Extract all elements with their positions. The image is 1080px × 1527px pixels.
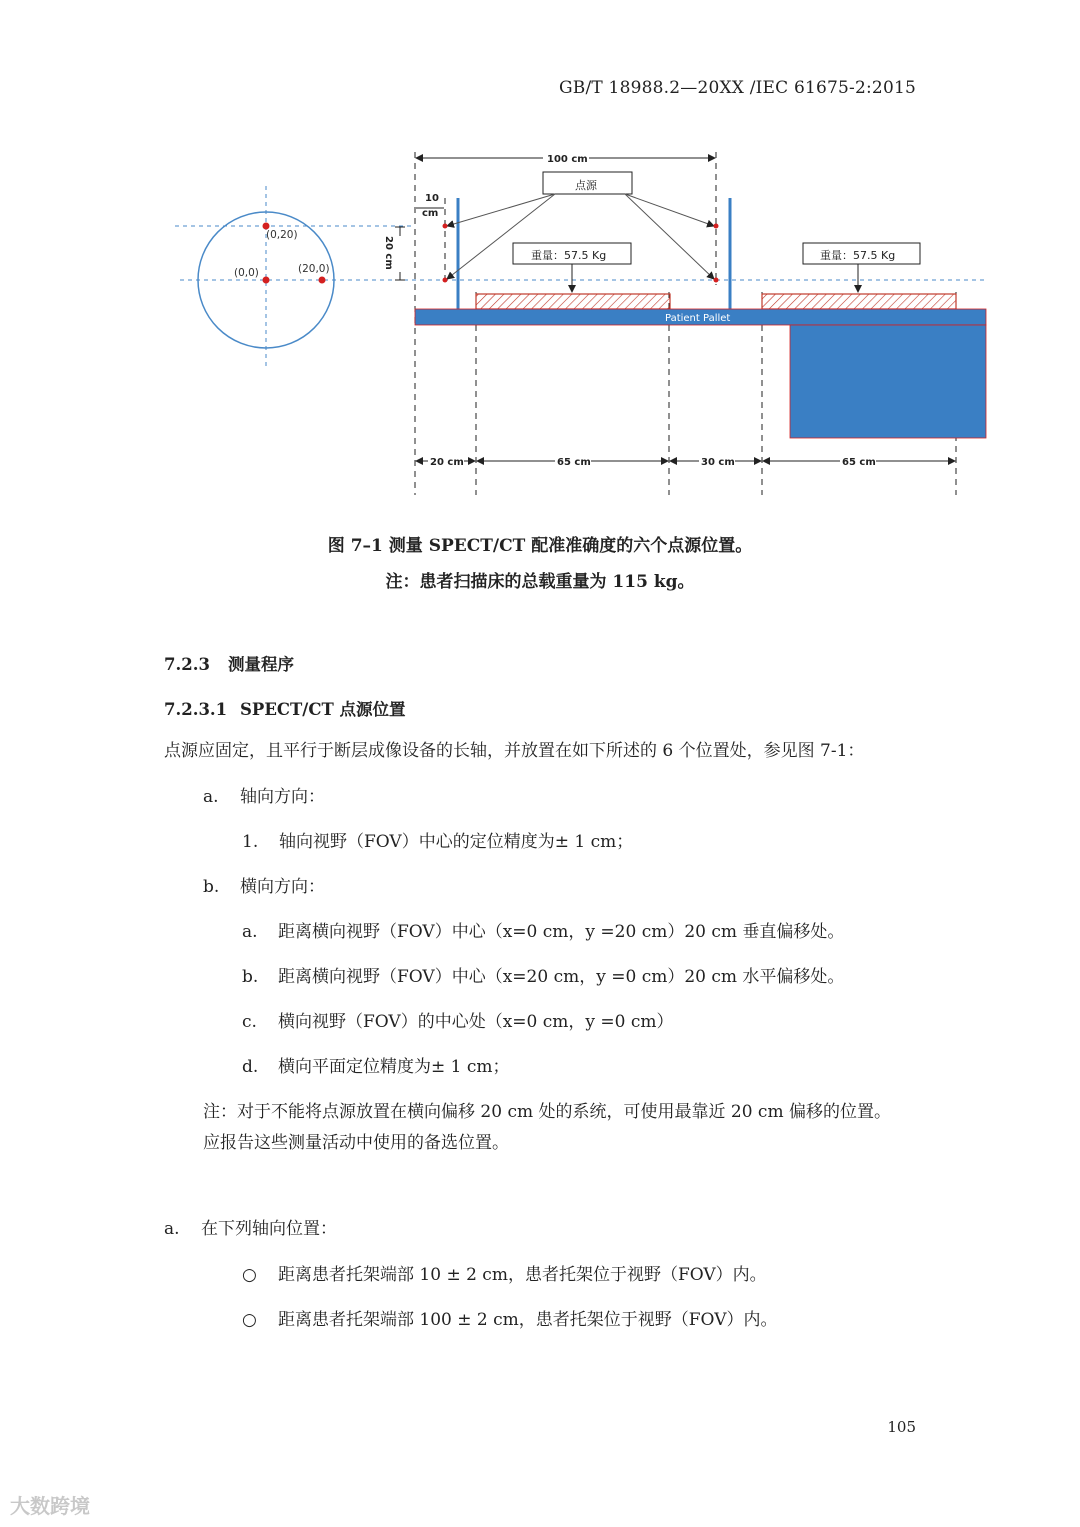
- svg-text:重量：57.5 Kg: 重量：57.5 Kg: [531, 249, 607, 262]
- list-item-b-c: c. 横向视野（FOV）的中心处（x=0 cm，y =0 cm）: [242, 1012, 674, 1032]
- bullet-item-2: ○ 距离患者托架端部 100 ± 2 cm，患者托架位于视野（FOV）内。: [242, 1310, 778, 1330]
- svg-text:20 cm: 20 cm: [430, 457, 464, 468]
- svg-text:cm: cm: [422, 208, 439, 219]
- label-point-top: (0,20): [266, 229, 298, 241]
- bullet-item-1: ○ 距离患者托架端部 10 ± 2 cm，患者托架位于视野（FOV）内。: [242, 1265, 767, 1285]
- point-center: [263, 277, 270, 284]
- intro-paragraph: 点源应固定，且平行于断层成像设备的长轴，并放置在如下所述的 6 个位置处，参见图 7-1：: [164, 741, 865, 761]
- point-source-label: 点源: [575, 179, 597, 192]
- load-right: [762, 294, 956, 309]
- label-point-center: (0,0): [234, 267, 259, 279]
- pallet-base: [790, 325, 986, 438]
- svg-text:重量：57.5 Kg: 重量：57.5 Kg: [820, 249, 896, 262]
- svg-text:100 cm: 100 cm: [547, 154, 588, 165]
- figure-caption: 图 7–1 测量 SPECT/CT 配准准确度的六个点源位置。: [327, 536, 753, 556]
- note-line-1: 注：对于不能将点源放置在横向偏移 20 cm 处的系统，可使用最靠近 20 cm 偏移的位置。: [203, 1102, 891, 1122]
- list-item-b: b. 横向方向：: [203, 877, 325, 897]
- dim-10cm: [416, 193, 444, 219]
- section-7-2-3: 7.2.3 测量程序: [164, 655, 294, 674]
- svg-text:20 cm: 20 cm: [383, 236, 394, 270]
- pallet-label: Patient Pallet: [665, 313, 731, 324]
- list-item-a-axial: a. 在下列轴向位置：: [164, 1219, 337, 1239]
- label-point-right: (20,0): [298, 263, 330, 275]
- standard-code: GB/T 18988.2—20XX /IEC 61675-2:2015: [559, 78, 916, 98]
- section-7-2-3-1: 7.2.3.1 SPECT/CT 点源位置: [164, 700, 406, 719]
- circle-bullet-icon: ○: [242, 1265, 257, 1285]
- list-item-b-b: b. 距离横向视野（FOV）中心（x=20 cm，y =0 cm）20 cm 水平偏移处。: [242, 967, 845, 987]
- list-item-b-a: a. 距离横向视野（FOV）中心（x=0 cm，y =20 cm）20 cm 垂直偏移处。: [242, 922, 845, 942]
- list-item-a1: 1. 轴向视野（FOV）中心的定位精度为± 1 cm；: [242, 832, 634, 852]
- dim-20cm-vertical: [383, 227, 408, 280]
- point-right: [319, 277, 326, 284]
- figure-7-1: [0, 0, 1080, 520]
- load-left: [476, 294, 670, 309]
- svg-text:10: 10: [425, 193, 439, 204]
- watermark: 大数跨境: [10, 1494, 90, 1518]
- circle-bullet-icon: ○: [242, 1310, 257, 1330]
- svg-text:30 cm: 30 cm: [701, 457, 735, 468]
- svg-text:65 cm: 65 cm: [842, 457, 876, 468]
- note-line-2: 应报告这些测量活动中使用的备选位置。: [203, 1133, 509, 1153]
- list-item-b-d: d. 横向平面定位精度为± 1 cm；: [242, 1057, 510, 1077]
- dim-100cm: [416, 152, 715, 165]
- svg-text:65 cm: 65 cm: [557, 457, 591, 468]
- figure-note: 注：患者扫描床的总载重量为 115 kg。: [385, 572, 695, 592]
- list-item-a: a. 轴向方向：: [203, 787, 325, 807]
- page-number: 105: [887, 1418, 916, 1436]
